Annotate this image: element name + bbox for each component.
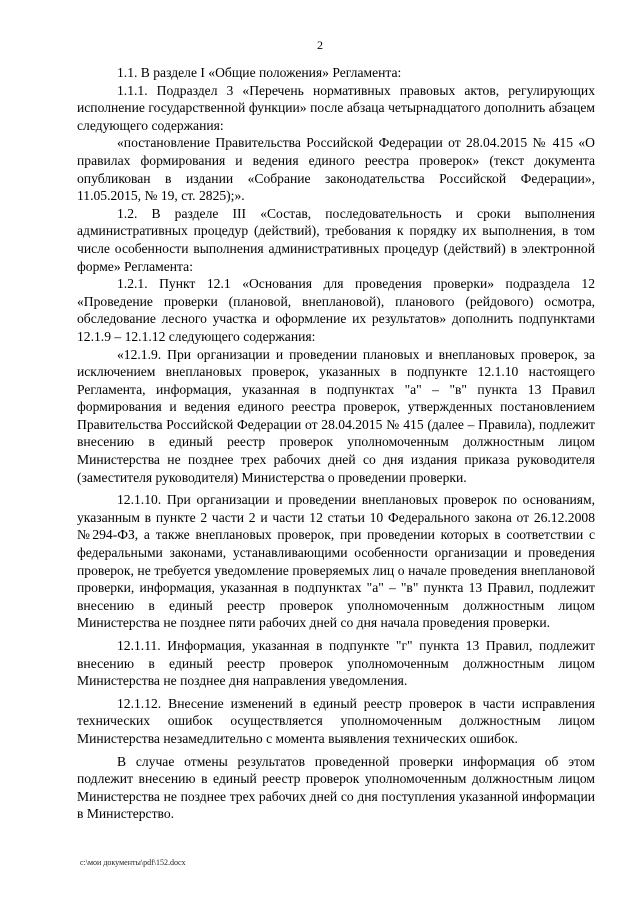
paragraph-cancellation: В случае отмены результатов проведенной проверки информация об этом подлежит внесению в единый реестр проверок уполномоченным должностным лицом Министерства не позднее трех рабочих дней со дня поступления указанной информации в Министерство. xyxy=(77,753,595,822)
paragraph-1-2: 1.2. В разделе III «Состав, последовательность и сроки выполнения административных процедур (действий), требования к порядку их выполнения, в том числе особенности выполнения административных процедур (действий) в электронной форме» Регламента: xyxy=(77,205,595,274)
paragraph-12-1-9: «12.1.9. При организации и проведении плановых и внеплановых проверок, за исключением внеплановых проверок, указанных в подпункте 12.1.10 настоящего Регламента, информация, указанная в подпунктах "а" – "в" пункта 13 Правил формирования и ведения единого реестра проверок, утвержденных постановлением Правительства Российской Федерации от 28.04.2015 № 415 (далее – Правила), подлежит внесению в единый реестр проверок уполномоченным должностным лицом Министерства не позднее трех рабочих дней со дня издания приказа руководителя (заместителя руководителя) Министерства о проведении проверки. xyxy=(77,346,595,485)
paragraph-amendment-text: «постановление Правительства Российской Федерации от 28.04.2015 № 415 «О правилах формирования и ведения единого реестра проверок» (текст документа опубликован в издании «Собрание законодательства Российской Федерации», 11.05.2015, № 19, ст. 2825);». xyxy=(77,135,595,204)
paragraph-12-1-11: 12.1.11. Информация, указанная в подпункте "г" пункта 13 Правил, подлежит внесению в единый реестр проверок уполномоченным должностным лицом Министерства не позднее дня направления уведомления. xyxy=(77,638,595,689)
page-number: 2 xyxy=(317,38,323,52)
paragraph-1-2-1: 1.2.1. Пункт 12.1 «Основания для проведения проверки» подраздела 12 «Проведение проверки (плановой, внеплановой), планового (рейдового) осмотра, обследование лесного участка и оформление их результатов» дополнить подпунктами 12.1.9 – 12.1.12 следующего содержания: xyxy=(77,276,595,344)
document-body xyxy=(77,64,595,823)
paragraph-12-1-10: 12.1.10. При организации и проведении внеплановых проверок по основаниям, указанным в пункте 2 части 2 и части 12 статьи 10 Федерального закона от 26.12.2008 №294-ФЗ, а также внеплановых проверок, при проведении которых в соответствии с федеральными законами, устанавливающими особенности организации и проведения проверок, не требуется уведомление проверяемых лиц о начале проведения внеплановой проверки, информация, указанная в подпунктах "а" – "в" пункта 13 Правил, подлежит внесению в единый реестр проверок уполномоченным должностным лицом Министерства не позднее пяти рабочих дней со дня начала проведения проверки. xyxy=(77,492,595,631)
paragraph-12-1-12: 12.1.12. Внесение изменений в единый реестр проверок в части исправления технических ошибок осуществляется уполномоченным должностным лицом Министерства незамедлительно с момента выявления технических ошибок. xyxy=(77,695,595,746)
paragraph-1-1-1: 1.1.1. Подраздел 3 «Перечень нормативных правовых актов, регулирующих исполнение государственной функции» после абзаца четырнадцатого дополнить абзацем следующего содержания: xyxy=(77,82,595,133)
footer-file-path: c:\мои документы\pdf\152.docx xyxy=(80,858,186,867)
paragraph-1-1: 1.1. В разделе I «Общие положения» Регламента: xyxy=(117,65,402,80)
